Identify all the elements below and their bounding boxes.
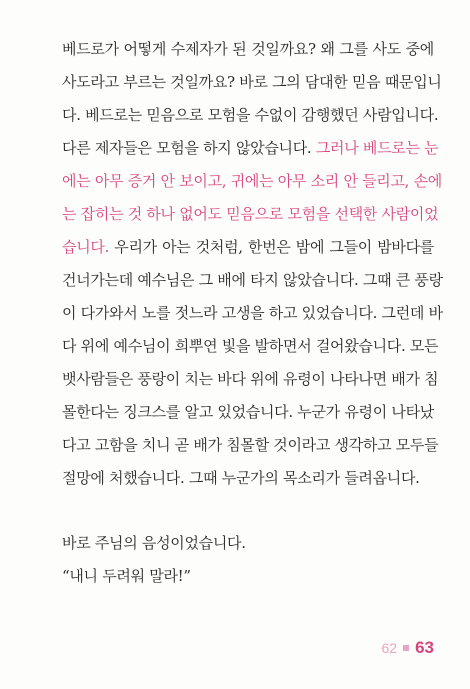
- text-line: [62, 165, 442, 198]
- text-segment: 이 다가와서 노를 젓느라 고생을 하고 있었습니다. 그런데 바: [62, 304, 443, 322]
- text-segment: 우리가 아는 것처럼, 한번은 밤에 그들이 밤바다를: [109, 238, 434, 256]
- text-segment: 다 위에 예수님이 희뿌연 빛을 발하면서 걸어왔습니다. 모든: [62, 337, 439, 355]
- text-segment: 뱃사람들은 풍랑이 치는 바다 위에 유령이 나타나면 배가 침: [62, 370, 439, 388]
- text-segment: 건너가는데 예수님은 그 배에 타지 않았습니다. 그때 큰 풍랑: [62, 271, 443, 289]
- text-segment: 다고 고함을 치니 곧 배가 침몰할 것이라고 생각하고 모두들: [62, 436, 439, 454]
- text-line: [62, 33, 434, 66]
- text-line: [62, 396, 434, 429]
- folio-separator: [403, 645, 409, 651]
- text-line: [62, 363, 439, 396]
- text-line: [62, 264, 443, 297]
- highlighted-text: 습니다.: [62, 238, 110, 256]
- paragraph-2: [62, 527, 434, 593]
- page-numbers: [382, 638, 435, 658]
- text-segment: 사도라고 부르는 것일까요? 바로 그의 담대한 믿음 때문입니: [62, 73, 442, 91]
- text-segment: 베드로가 어떻게 수제자가 된 것일까요? 왜 그를 사도 중에: [62, 40, 434, 58]
- highlighted-text: 에는 아무 증거 안 보이고, 귀에는 아무 소리 안 들리고, 손에: [62, 172, 442, 190]
- text-segment: 절망에 처했습니다. 그때 누군가의 목소리가 들려옵니다.: [62, 469, 420, 487]
- text-line: [62, 429, 439, 462]
- text-line: [62, 132, 439, 165]
- text-segment: 다른 제자들은 모험을 하지 않았습니다.: [62, 139, 316, 157]
- page-number-left: 62: [381, 640, 398, 656]
- text-segment: 몰한다는 징크스를 알고 있었습니다. 누군가 유령이 나타났: [62, 403, 434, 421]
- highlighted-text: 그러나 베드로는 눈: [315, 139, 439, 157]
- text-segment: 다. 베드로는 믿음으로 모험을 수없이 감행했던 사람입니다.: [62, 106, 439, 124]
- text-line: [62, 198, 439, 231]
- text-line: [62, 297, 443, 330]
- paragraph-gap: [62, 495, 434, 527]
- highlighted-text: 는 잡히는 것 하나 없어도 믿음으로 모험을 선택한 사람이었: [62, 205, 439, 223]
- text-line: [62, 99, 439, 132]
- page-number-right: 63: [415, 638, 434, 657]
- quote-line: “내니 두려워 말라!”: [62, 567, 191, 585]
- text-line: [62, 462, 434, 495]
- text-line: [62, 66, 442, 99]
- body-text: [62, 33, 443, 593]
- text-line: [62, 330, 439, 363]
- text-line: 바로 주님의 음성이었습니다.: [62, 534, 246, 552]
- text-line: [62, 231, 434, 264]
- paragraph-1: [62, 33, 443, 495]
